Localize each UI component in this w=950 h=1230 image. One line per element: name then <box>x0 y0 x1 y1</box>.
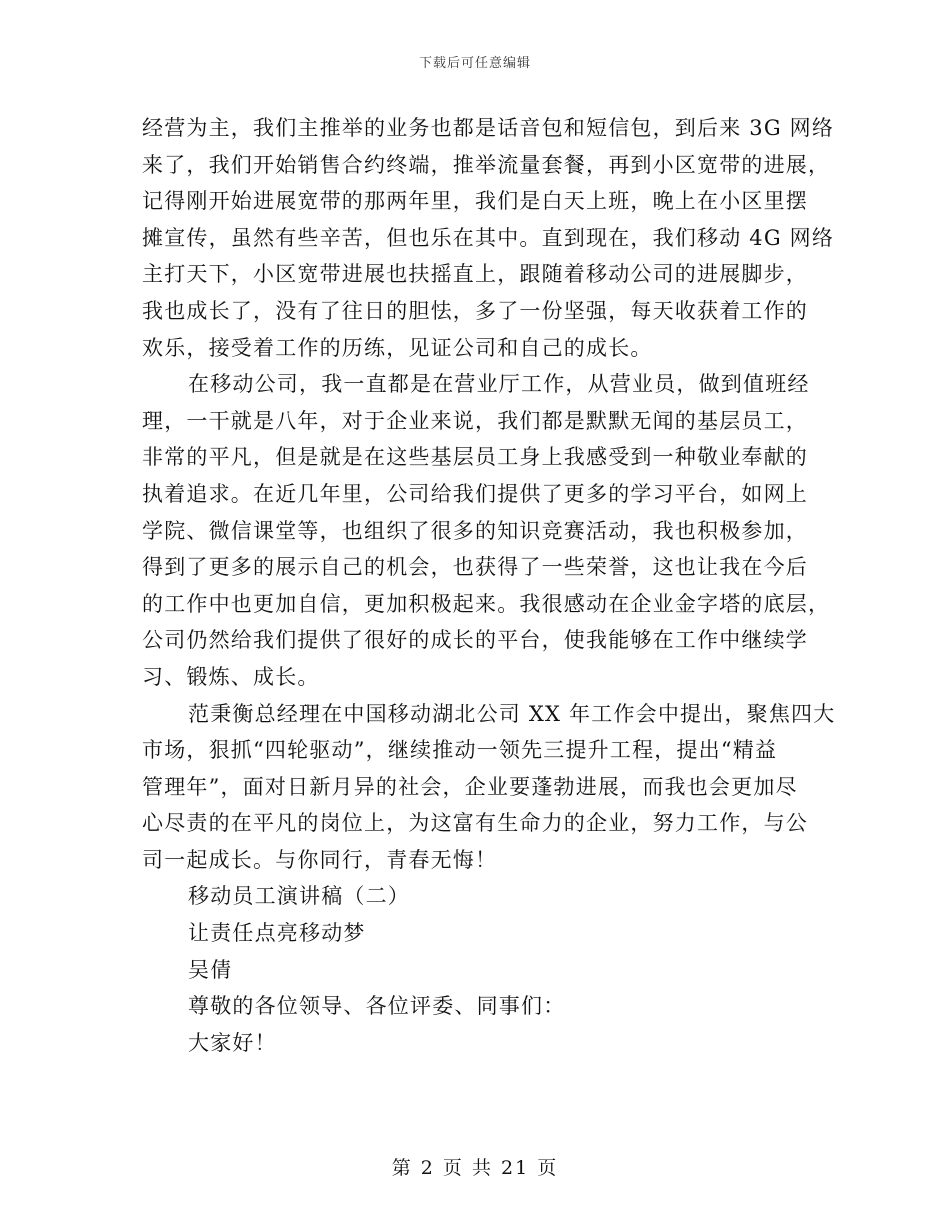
speech-salutation: 尊敬的各位领导、各位评委、同事们： <box>188 994 566 1019</box>
text-line: 来了，我们开始销售合约终端，推举流量套餐，再到小区宽带的进展， <box>142 152 831 177</box>
text-line: 学院、微信课堂等，也组织了很多的知识竞赛活动，我也积极参加， <box>142 518 808 543</box>
text-line: 得到了更多的展示自己的机会，也获得了一些荣誉，这也让我在今后 <box>142 555 808 580</box>
text-line: 习、锻炼、成长。 <box>142 664 320 689</box>
speech-author: 吴倩 <box>188 957 233 982</box>
text-line: 心尽责的在平凡的岗位上，为这富有生命力的企业，努力工作，与公 <box>142 811 808 836</box>
text-line: 市场，狠抓“四轮驱动”，继续推动一领先三提升工程，提出“精益 <box>142 738 778 763</box>
text-line: 我也成长了，没有了往日的胆怯，多了一份坚强，每天收获着工作的 <box>142 298 808 323</box>
text-line: 经营为主，我们主推举的业务也都是话音包和短信包，到后来 3G 网络 <box>142 116 835 140</box>
text-line: 记得刚开始进展宽带的那两年里，我们是白天上班，晚上在小区里摆 <box>142 189 808 214</box>
text-line: 范秉衡总经理在中国移动湖北公司 XX 年工作会中提出，聚焦四大 <box>188 701 836 726</box>
text-line: 理，一干就是八年，对于企业来说，我们都是默默无闻的基层员工， <box>142 408 808 433</box>
paragraph-2 <box>142 366 831 695</box>
text-line: 司一起成长。与你同行，青春无悔！ <box>142 847 498 872</box>
text-line: 非常的平凡，但是就是在这些基层员工身上我感受到一种敬业奉献的 <box>142 445 808 470</box>
text-line: 的工作中也更加自信，更加积极起来。我很感动在企业金字塔的底层， <box>142 591 831 616</box>
paragraph-1 <box>142 110 835 366</box>
speech-greeting: 大家好！ <box>188 1030 277 1055</box>
paragraph-3 <box>142 696 836 879</box>
text-line: 摊宣传，虽然有些辛苦，但也乐在其中。直到现在，我们移动 4G 网络 <box>142 225 835 250</box>
page-number: 第 2 页 共 21 页 <box>391 1157 559 1179</box>
text-line: 公司仍然给我们提供了很好的成长的平台，使我能够在工作中继续学 <box>142 628 808 653</box>
page-header: 下载后可任意编辑 <box>418 56 531 71</box>
speech-heading: 移动员工演讲稿（二） <box>188 884 410 909</box>
speech-title: 让责任点亮移动梦 <box>188 921 366 946</box>
document-body <box>142 110 836 1061</box>
text-line: 主打天下，小区宽带进展也扶摇直上，跟随着移动公司的进展脚步， <box>142 262 808 287</box>
text-line: 执着追求。在近几年里，公司给我们提供了更多的学习平台，如网上 <box>142 481 808 506</box>
text-line: 在移动公司，我一直都是在营业厅工作，从营业员，做到值班经 <box>188 372 810 397</box>
text-line: 管理年”，面对日新月异的社会，企业要蓬勃进展，而我也会更加尽 <box>142 774 798 799</box>
text-line: 欢乐，接受着工作的历练，见证公司和自己的成长。 <box>142 335 653 360</box>
